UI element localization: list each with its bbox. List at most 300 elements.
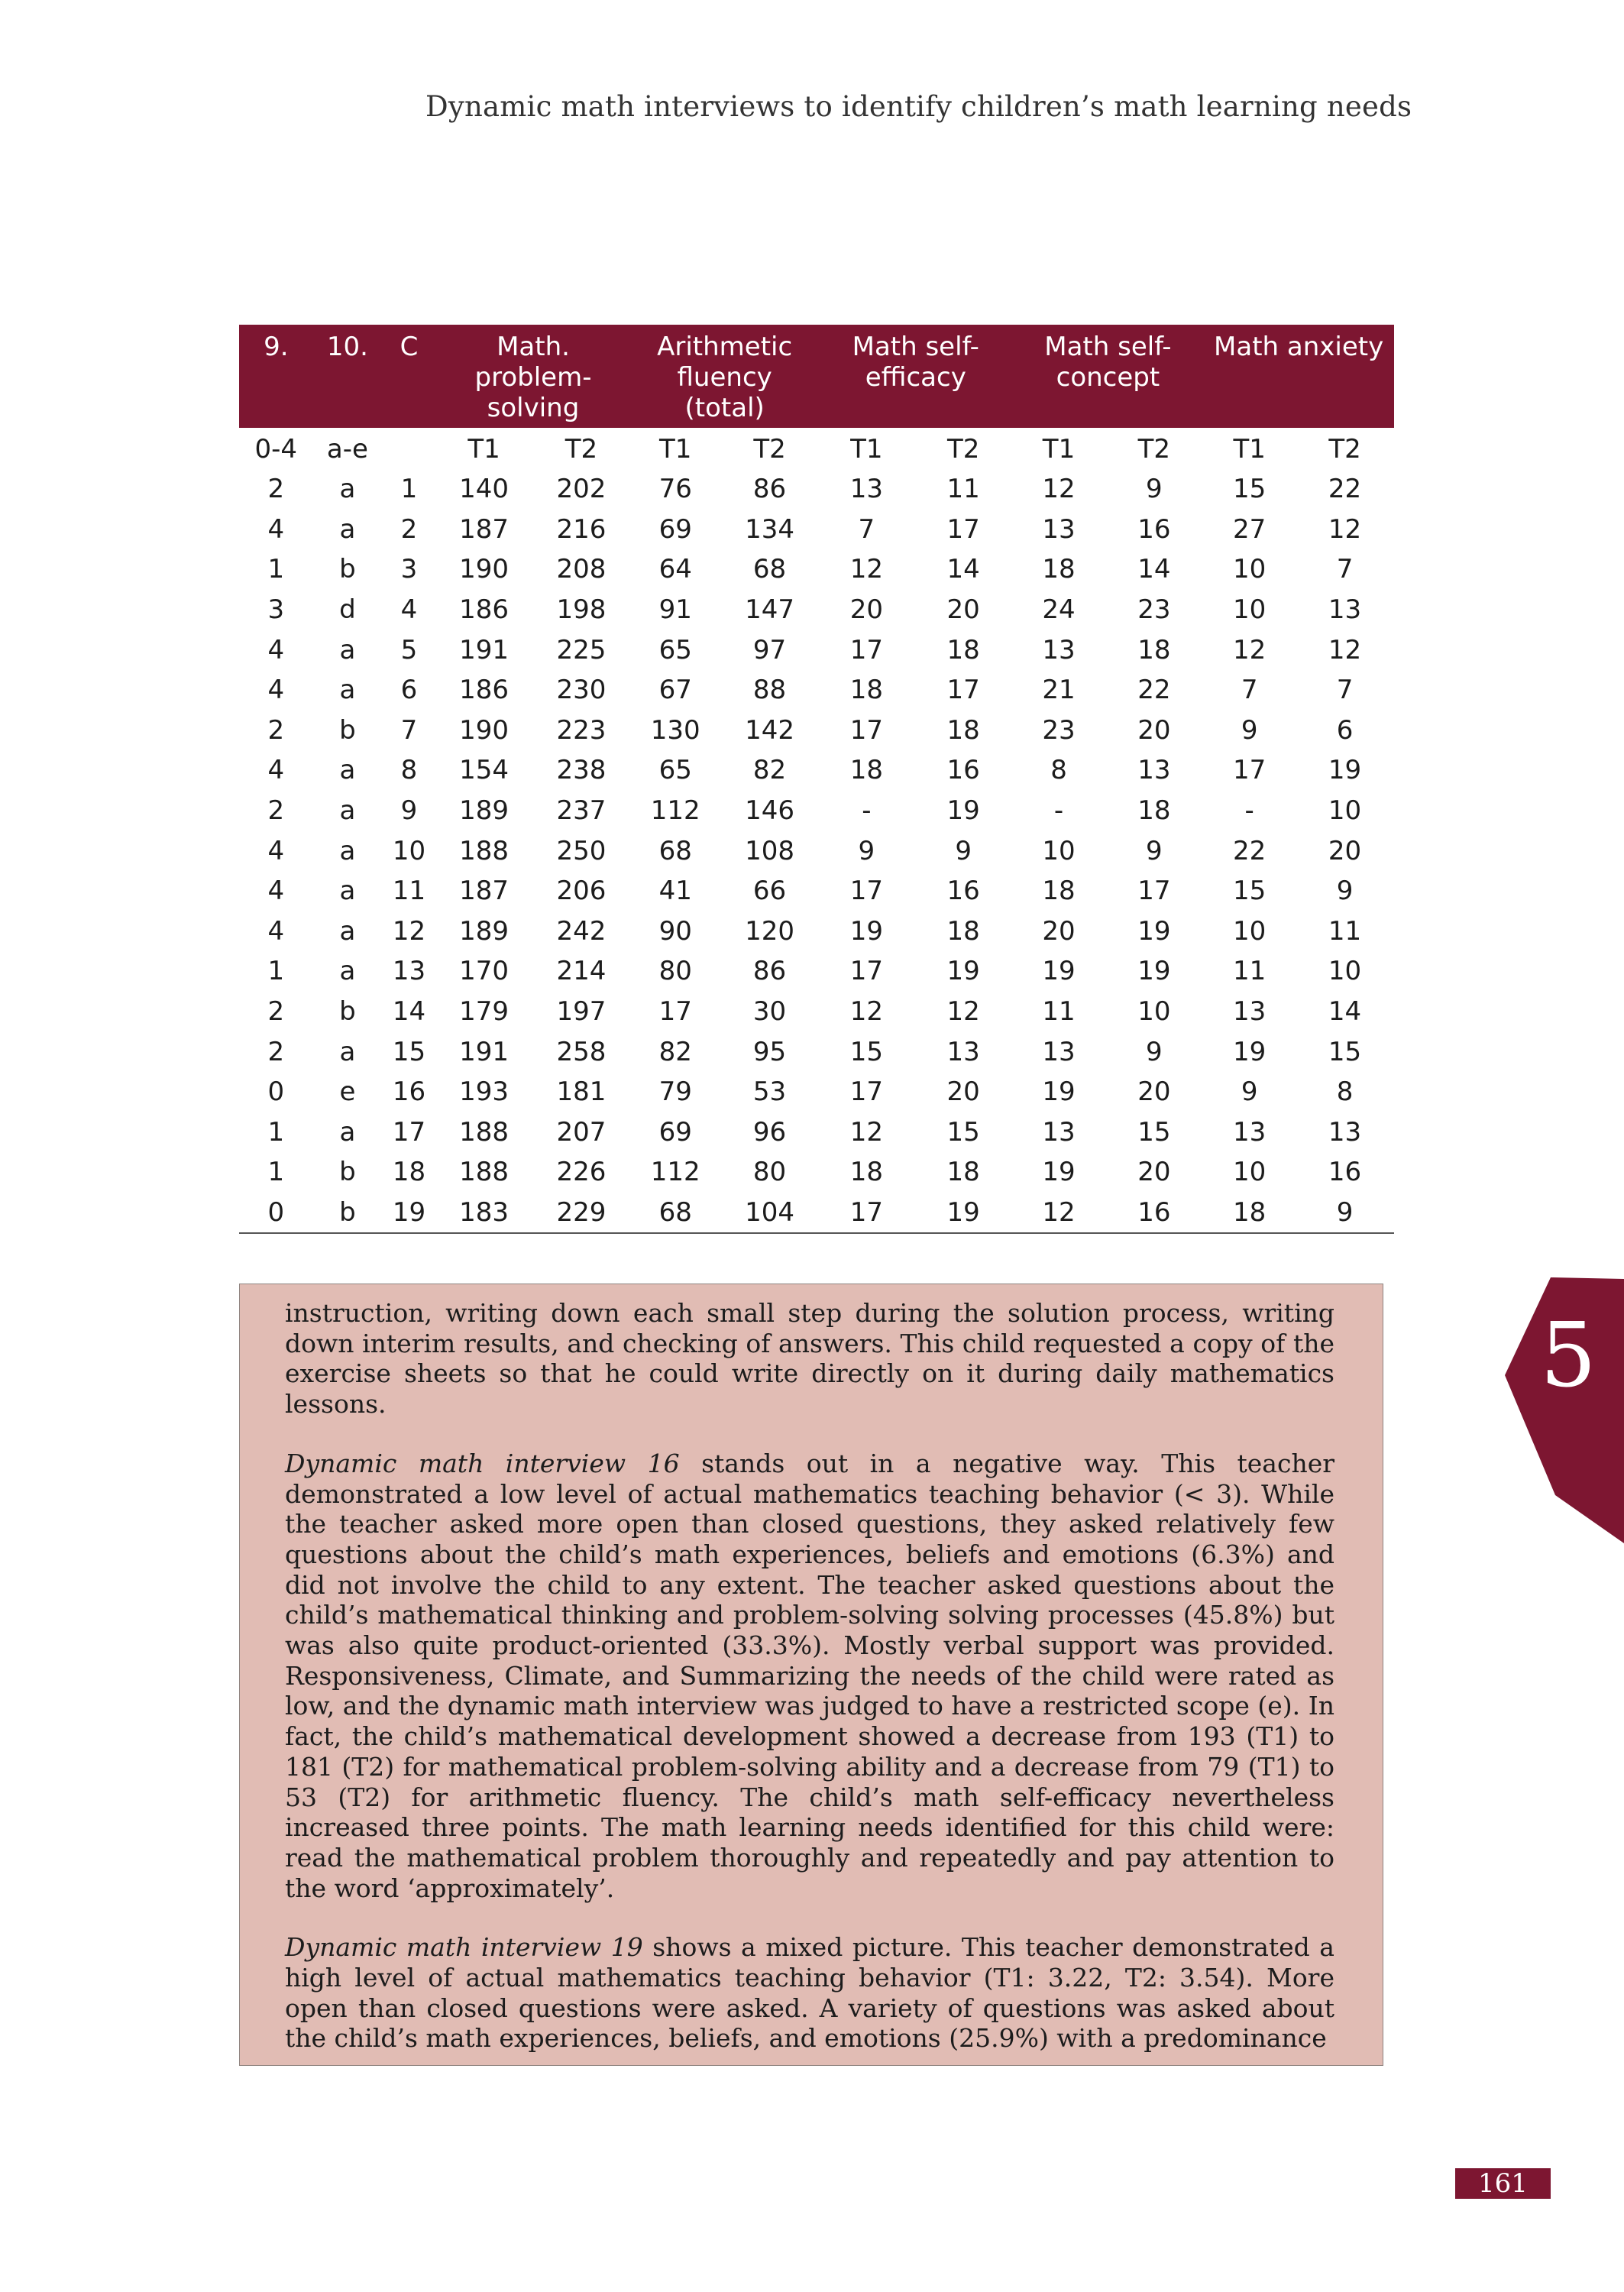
table-cell: 17 [849, 634, 883, 665]
table-cell: 2 [267, 1036, 285, 1067]
table-cell: 11 [946, 474, 980, 505]
table-cell: 20 [1137, 1157, 1171, 1188]
table-cell: 10 [392, 835, 426, 866]
table-cell: 18 [1042, 876, 1076, 907]
table-cell: b [339, 996, 356, 1028]
table-cell: 9 [1146, 474, 1163, 505]
subheader-cell: T2 [946, 434, 980, 465]
table-cell: 207 [556, 1116, 607, 1148]
table-cell: 19 [1328, 755, 1362, 786]
table-cell: 9 [858, 835, 875, 866]
paragraph-1: instruction, writing down each small step during the solution process, writing down interim results, and checking of answers. This child requested a copy of the exercise sheets so that he could write directly on it during daily mathematics lessons. [285, 1298, 1334, 1420]
table-cell: 90 [658, 915, 692, 947]
subheader-cell: T2 [565, 434, 598, 465]
table-cell: 179 [459, 996, 510, 1028]
table-cell: 225 [556, 634, 607, 665]
table-cell: d [339, 594, 356, 626]
table-row [239, 590, 1394, 630]
table-cell: 16 [1137, 513, 1171, 545]
table-cell: 198 [556, 594, 607, 626]
table-cell: 68 [752, 554, 787, 585]
table-cell: - [1244, 795, 1254, 827]
table-cell: 19 [1042, 956, 1076, 987]
header-arithmetic-fluency [630, 325, 819, 428]
table-cell: 18 [849, 1157, 883, 1188]
table-cell: 140 [459, 474, 510, 505]
table-cell: a [339, 1036, 356, 1067]
table-cell: 191 [459, 634, 510, 665]
table-cell: 12 [1328, 634, 1362, 665]
table-cell: 86 [752, 474, 787, 505]
subheader-cell: 0-4 [254, 434, 298, 465]
table-cell: 1 [267, 554, 285, 585]
table-cell: 12 [1042, 474, 1076, 505]
table-cell: 7 [1336, 675, 1354, 706]
table-cell: 2 [267, 714, 285, 746]
table-cell: 22 [1233, 835, 1267, 866]
header-self-efficacy-label: Math self-efficacy [852, 332, 979, 393]
table-cell: 9 [1296, 1193, 1394, 1234]
header-problem-solving-label: Math. problem-solving [474, 332, 592, 423]
table-cell: 16 [1105, 1193, 1203, 1234]
table-cell: 13 [1328, 1116, 1362, 1148]
table-cell: 18 [392, 1157, 426, 1188]
table-cell: 2 [267, 795, 285, 827]
header-self-concept [1013, 325, 1204, 428]
table-cell: 186 [459, 675, 510, 706]
table-cell: 14 [946, 554, 980, 585]
table-cell: b [339, 1157, 356, 1188]
table-cell: 19 [946, 795, 980, 827]
table-cell: a [339, 675, 356, 706]
table-cell: 9 [400, 795, 418, 827]
table-cell: a [339, 835, 356, 866]
table-cell: 21 [1042, 675, 1076, 706]
table-cell: 23 [1137, 594, 1171, 626]
table-cell: 82 [752, 755, 787, 786]
table-cell: 12 [1233, 634, 1267, 665]
table-cell: 13 [1233, 1116, 1267, 1148]
table-cell: 13 [1137, 755, 1171, 786]
table-cell: 15 [392, 1036, 426, 1067]
table-row [239, 992, 1394, 1032]
table-cell: 15 [1328, 1036, 1362, 1067]
table-cell: 13 [1042, 1116, 1076, 1148]
table-cell: 13 [849, 474, 883, 505]
chapter-number: 5 [1540, 1304, 1597, 1407]
table-cell: 20 [1328, 835, 1362, 866]
table-cell: 64 [658, 554, 692, 585]
table-cell: 108 [745, 835, 794, 866]
table-cell: 18 [1203, 1193, 1296, 1234]
table-cell: 16 [946, 755, 980, 786]
header-math-anxiety: Math anxiety [1203, 325, 1394, 428]
subheader-cell: T2 [753, 434, 786, 465]
table-cell: 10 [1233, 1157, 1267, 1188]
table-cell: 229 [532, 1193, 631, 1234]
table-cell: 19 [1233, 1036, 1267, 1067]
header-self-efficacy [819, 325, 1013, 428]
table-row [239, 1031, 1394, 1072]
table-cell: 7 [1241, 675, 1258, 706]
table-cell: 9 [1146, 835, 1163, 866]
subheader-cell: T1 [467, 434, 500, 465]
table-cell: 11 [392, 876, 426, 907]
table-cell: 11 [1328, 915, 1362, 947]
table-cell: 20 [946, 594, 980, 626]
table-cell: 237 [556, 795, 607, 827]
table-cell: 15 [849, 1036, 883, 1067]
paragraph-3-lead: Dynamic math interview 19 [285, 1932, 643, 1963]
table-cell: 65 [658, 634, 692, 665]
table-cell: 79 [658, 1076, 692, 1108]
table-cell: 8 [400, 755, 418, 786]
table-cell: 23 [1042, 714, 1076, 746]
table-cell: 8 [1050, 755, 1067, 786]
header-self-concept-label: Math self-concept [1044, 332, 1172, 393]
table-row [239, 1193, 1394, 1234]
table-row [239, 630, 1394, 670]
table-cell: 17 [1233, 755, 1267, 786]
table-cell: 82 [658, 1036, 692, 1067]
table-cell: 69 [658, 1116, 692, 1148]
table-cell: 19 [382, 1193, 435, 1234]
table-cell: 19 [1042, 1157, 1076, 1188]
header-col-10: 10. [313, 325, 383, 428]
paragraph-2 [285, 1449, 1334, 1904]
table-cell: 4 [267, 915, 285, 947]
table-cell: 4 [267, 513, 285, 545]
table-cell: 112 [650, 795, 700, 827]
table-subheader-row [239, 428, 1394, 469]
table-cell: 19 [914, 1193, 1013, 1234]
table-cell: 191 [459, 1036, 510, 1067]
table-cell: 16 [392, 1076, 426, 1108]
table-cell: 19 [946, 956, 980, 987]
table-cell: a [339, 474, 356, 505]
subheader-cell: a-e [326, 434, 368, 465]
table-cell: 18 [946, 634, 980, 665]
table-cell: 15 [1233, 876, 1267, 907]
table-cell: 7 [400, 714, 418, 746]
table-cell: 20 [1137, 714, 1171, 746]
table-cell: 69 [658, 513, 692, 545]
table-cell: 112 [650, 1157, 700, 1188]
table-cell: 7 [1336, 554, 1354, 585]
table-cell: - [1053, 795, 1064, 827]
text-box-content [285, 1298, 1334, 2054]
table-cell: 10 [1042, 835, 1076, 866]
table-cell: 147 [745, 594, 794, 626]
table-row [239, 510, 1394, 550]
table-cell: 20 [1137, 1076, 1171, 1108]
table-cell: 186 [459, 594, 510, 626]
table-cell: 170 [459, 956, 510, 987]
table-row [239, 670, 1394, 711]
table-cell: 19 [849, 915, 883, 947]
table-cell: 18 [946, 714, 980, 746]
table-cell: a [339, 876, 356, 907]
table-cell: 1 [267, 1116, 285, 1148]
table-cell: 1 [400, 474, 418, 505]
table-cell: 95 [752, 1036, 787, 1067]
table-row [239, 791, 1394, 831]
table-cell: 181 [556, 1076, 607, 1108]
table-cell: 4 [267, 634, 285, 665]
table-cell: 104 [720, 1193, 819, 1234]
table-cell: 15 [946, 1116, 980, 1148]
table-cell: 134 [745, 513, 794, 545]
table-cell: 91 [658, 594, 692, 626]
table-cell: 20 [946, 1076, 980, 1108]
table-cell: 12 [849, 1116, 883, 1148]
running-head: Dynamic math interviews to identify children’s math learning needs [425, 90, 1412, 123]
table-cell: 188 [459, 1157, 510, 1188]
table-cell: 4 [400, 594, 418, 626]
paragraph-3 [285, 1932, 1334, 2054]
table-cell: 20 [1042, 915, 1076, 947]
table-cell: b [313, 1193, 383, 1234]
table-cell: 13 [392, 956, 426, 987]
table-cell: 10 [1233, 915, 1267, 947]
table-row [239, 911, 1394, 952]
table-cell: 22 [1328, 474, 1362, 505]
table-cell: 188 [459, 835, 510, 866]
table-cell: 187 [459, 513, 510, 545]
table-cell: b [339, 554, 356, 585]
paragraph-3-text: shows a mixed picture. This teacher demonstrated a high level of actual mathematics teaching behavior (T1: 3.22, T2: 3.54). More open than closed questions were asked. A variety of questions was asked about the child’s math experiences, beliefs, and emotions (25.9%) with a predominance [285, 1932, 1334, 2054]
table-row [239, 1112, 1394, 1153]
table-cell: 230 [556, 675, 607, 706]
table-cell: 27 [1233, 513, 1267, 545]
table-cell: - [862, 795, 872, 827]
table-cell: 12 [946, 996, 980, 1028]
table-cell: 24 [1042, 594, 1076, 626]
table-cell: 8 [1336, 1076, 1354, 1108]
table-cell: 18 [1137, 795, 1171, 827]
table-cell: 10 [1328, 795, 1362, 827]
table-cell: a [339, 1116, 356, 1148]
table-cell: 86 [752, 956, 787, 987]
paragraph-2-text: stands out in a negative way. This teacher demonstrated a low level of actual mathematics teaching behavior (< 3). While the teacher asked more open than closed questions, they asked relatively few questions about the child’s math experiences, beliefs and emotions (6.3%) and did not involve the child to any extent. The teacher asked questions about the child’s mathematical thinking and problem-solving solving processes (45.8%) but was also quite product-oriented (33.3%). Mostly verbal support was provided. Responsiveness, Climate, and Summarizing the needs of the child were rated as low, and the dynamic math interview was judged to have a restricted scope (e). In fact, the child’s mathematical development showed a decrease from 193 (T1) to 181 (T2) for mathematical problem-solving ability and a decrease from 79 (T1) to 53 (T2) for arithmetic fluency. The child’s math self-efficacy nevertheless increased three points. The math learning needs identified for this child were: read the mathematical problem thoroughly and repeatedly and pay attention to the word ‘approximately’. [285, 1448, 1334, 1903]
table-cell: a [339, 795, 356, 827]
page-number: 161 [1455, 2168, 1551, 2199]
table-cell: 17 [946, 513, 980, 545]
table-cell: 17 [946, 675, 980, 706]
paragraph-2-lead: Dynamic math interview 16 [285, 1448, 680, 1478]
table-cell: 197 [556, 996, 607, 1028]
table-cell: 223 [556, 714, 607, 746]
table-cell: 9 [1241, 1076, 1258, 1108]
table-cell: 12 [849, 996, 883, 1028]
table-cell: 13 [1042, 513, 1076, 545]
table-cell: 13 [1042, 1036, 1076, 1067]
table-cell: 0 [267, 1076, 285, 1108]
table-cell: 189 [459, 795, 510, 827]
table-cell: 53 [752, 1076, 787, 1108]
table-cell: 5 [400, 634, 418, 665]
table-cell: 193 [459, 1076, 510, 1108]
subheader-cell: T1 [850, 434, 883, 465]
table-cell: 130 [650, 714, 700, 746]
table-cell: 208 [556, 554, 607, 585]
header-col-9: 9. [239, 325, 313, 428]
table-cell: 17 [658, 996, 692, 1028]
table-cell: 2 [267, 996, 285, 1028]
table-row [239, 1072, 1394, 1112]
table-row [239, 711, 1394, 751]
table-cell: 216 [556, 513, 607, 545]
table-cell: 16 [946, 876, 980, 907]
table-cell: 15 [1137, 1116, 1171, 1148]
subheader-cell [382, 428, 435, 469]
table-cell: 14 [392, 996, 426, 1028]
table-cell: 202 [556, 474, 607, 505]
table-cell: 190 [459, 714, 510, 746]
table-cell: 11 [1233, 956, 1267, 987]
table-cell: 7 [858, 513, 875, 545]
table-row [239, 951, 1394, 992]
table-cell: 250 [556, 835, 607, 866]
table-cell: 4 [267, 755, 285, 786]
table-cell: 17 [819, 1193, 914, 1234]
table-cell: 12 [1013, 1193, 1105, 1234]
table-cell: 4 [267, 835, 285, 866]
table-cell: 11 [1042, 996, 1076, 1028]
table-cell: 30 [752, 996, 787, 1028]
table-cell: 120 [745, 915, 794, 947]
subheader-cell: T1 [1042, 434, 1076, 465]
table-cell: 17 [849, 714, 883, 746]
text-box [239, 1284, 1383, 2066]
table-cell: 13 [1328, 594, 1362, 626]
table-cell: 6 [1336, 714, 1354, 746]
table-cell: 14 [1328, 996, 1362, 1028]
table-row [239, 549, 1394, 590]
table-cell: 97 [752, 634, 787, 665]
subheader-cell: T2 [1137, 434, 1171, 465]
table-cell: 2 [267, 474, 285, 505]
table-cell: 18 [1137, 634, 1171, 665]
table-row [239, 830, 1394, 871]
table-cell: 146 [745, 795, 794, 827]
header-arithmetic-fluency-label: Arithmetic fluency (total) [657, 332, 793, 423]
subheader-cell: T2 [1328, 434, 1361, 465]
data-table [239, 325, 1394, 1234]
table-cell: e [339, 1076, 356, 1108]
table-cell: 183 [436, 1193, 532, 1234]
table-cell: 214 [556, 956, 607, 987]
table-cell: 238 [556, 755, 607, 786]
table-cell: 68 [630, 1193, 720, 1234]
table-cell: 4 [267, 675, 285, 706]
table-cell: b [339, 714, 356, 746]
table-cell: 1 [267, 1157, 285, 1188]
table-cell: 18 [849, 755, 883, 786]
table-cell: a [339, 915, 356, 947]
table-row [239, 750, 1394, 791]
table-cell: 13 [1233, 996, 1267, 1028]
table-cell: 258 [556, 1036, 607, 1067]
table-cell: 10 [1328, 956, 1362, 987]
table-row [239, 871, 1394, 911]
header-col-c: C [382, 325, 435, 428]
table-cell: 80 [752, 1157, 787, 1188]
table-cell: 9 [1241, 714, 1258, 746]
table-cell: 189 [459, 915, 510, 947]
table-cell: 0 [239, 1193, 313, 1234]
table-cell: 88 [752, 675, 787, 706]
table-cell: 65 [658, 755, 692, 786]
table-cell: 13 [1042, 634, 1076, 665]
table-cell: 19 [1042, 1076, 1076, 1108]
table-cell: 17 [1137, 876, 1171, 907]
table-cell: a [339, 755, 356, 786]
table-body [239, 469, 1394, 1233]
table-cell: 15 [1233, 474, 1267, 505]
header-problem-solving [436, 325, 631, 428]
table-cell: 68 [658, 835, 692, 866]
table-cell: 4 [267, 876, 285, 907]
table-cell: a [339, 513, 356, 545]
table-cell: 18 [946, 915, 980, 947]
table-cell: 3 [400, 554, 418, 585]
table-cell: 66 [752, 876, 787, 907]
table-cell: 80 [658, 956, 692, 987]
table-cell: a [339, 634, 356, 665]
table-cell: 19 [1137, 915, 1171, 947]
table-cell: 22 [1137, 675, 1171, 706]
table-cell: 67 [658, 675, 692, 706]
table-cell: 187 [459, 876, 510, 907]
table-cell: 16 [1328, 1157, 1362, 1188]
table-cell: 10 [1137, 996, 1171, 1028]
table-cell: 10 [1233, 594, 1267, 626]
table-cell: 188 [459, 1116, 510, 1148]
table-cell: 17 [849, 1076, 883, 1108]
table-cell: a [339, 956, 356, 987]
table-cell: 242 [556, 915, 607, 947]
table-cell: 9 [1146, 1036, 1163, 1067]
table-cell: 6 [400, 675, 418, 706]
table-cell: 76 [658, 474, 692, 505]
subheader-cell: T1 [659, 434, 692, 465]
table-cell: 20 [849, 594, 883, 626]
table-cell: 18 [946, 1157, 980, 1188]
table-cell: 142 [745, 714, 794, 746]
table-cell: 18 [849, 675, 883, 706]
table-row [239, 469, 1394, 510]
table-cell: 12 [849, 554, 883, 585]
table-cell: 1 [267, 956, 285, 987]
table-cell: 2 [400, 513, 418, 545]
table-cell: 18 [1042, 554, 1076, 585]
table-cell: 17 [849, 956, 883, 987]
table-cell: 13 [946, 1036, 980, 1067]
table-cell: 226 [556, 1157, 607, 1188]
table-row [239, 1152, 1394, 1193]
table-cell: 154 [459, 755, 510, 786]
table-cell: 10 [1233, 554, 1267, 585]
table-header-row [239, 325, 1394, 428]
table-cell: 190 [459, 554, 510, 585]
table-cell: 12 [392, 915, 426, 947]
table-cell: 3 [267, 594, 285, 626]
subheader-cell: T1 [1233, 434, 1266, 465]
table-cell: 9 [955, 835, 972, 866]
table-cell: 41 [658, 876, 692, 907]
table-cell: 12 [1328, 513, 1362, 545]
